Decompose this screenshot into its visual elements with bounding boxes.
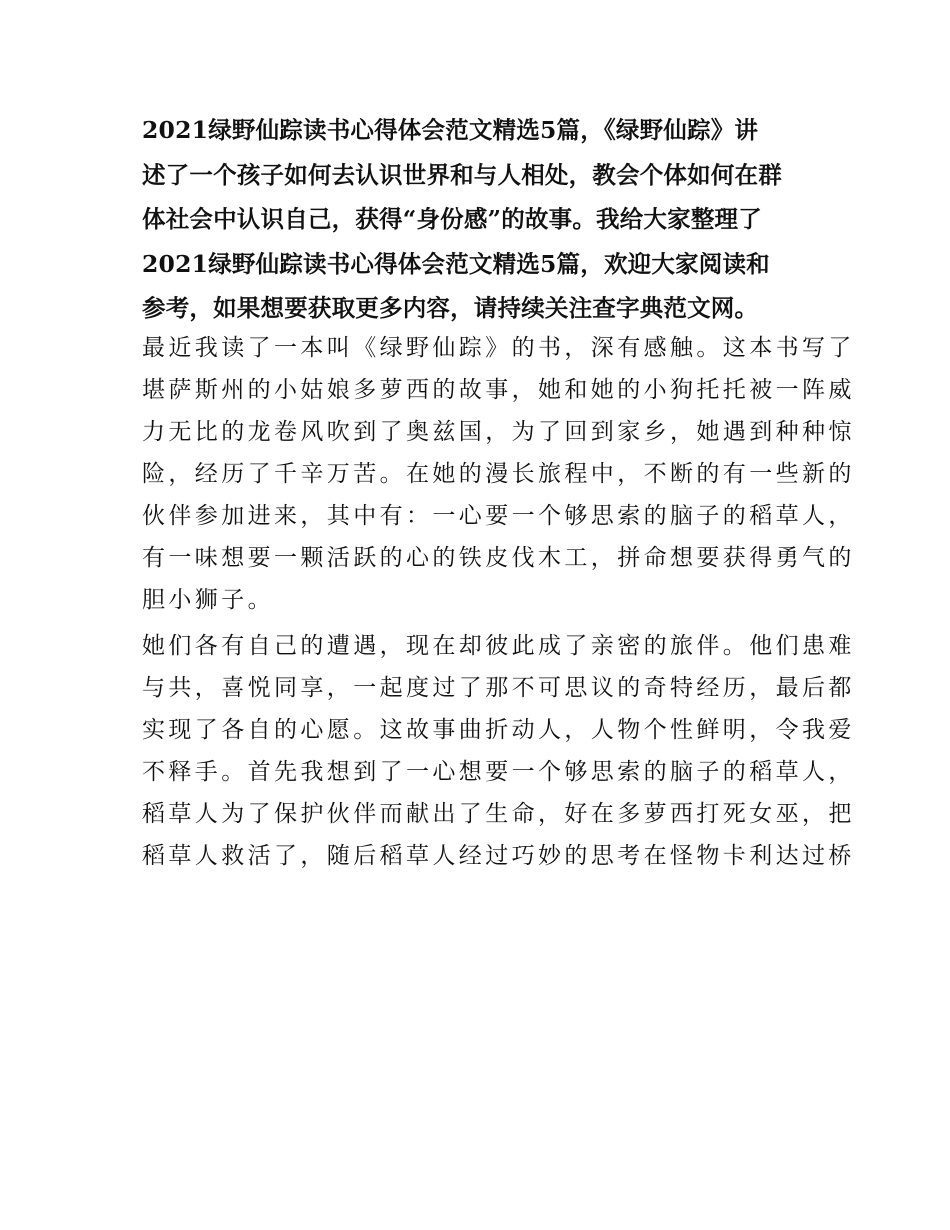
intro-line: 体社会中认识自己，获得“身份感”的故事。我给大家整理了: [142, 205, 762, 234]
intro-line: 参考，如果想要获取更多内容，请持续关注查字典范文网。: [142, 294, 759, 323]
body-line: 堪萨斯州的小姑娘多萝西的故事，她和她的小狗托托被一阵威: [142, 377, 855, 404]
intro-line: 2021绿野仙踪读书心得体会范文精选5篇，《绿野仙踪》讲: [142, 116, 759, 144]
body-paragraph-1: [142, 327, 855, 621]
body-line: 力无比的龙卷风吹到了奥兹国，为了回到家乡，她遇到种种惊: [142, 419, 855, 446]
body-line: 与共，喜悦同享，一起度过了那不可思议的奇特经历，最后都: [142, 675, 855, 702]
body-line: 胆小狮子。: [142, 587, 274, 614]
body-line: 稻草人为了保护伙伴而献出了生命，好在多萝西打死女巫，把: [142, 801, 855, 828]
body-line: 不释手。首先我想到了一心想要一个够思索的脑子的稻草人，: [142, 759, 855, 786]
body-line: 实现了各自的心愿。这故事曲折动人，人物个性鲜明，令我爱: [142, 717, 855, 744]
intro-paragraph: [142, 108, 812, 327]
body-line: 险，经历了千辛万苦。在她的漫长旅程中，不断的有一些新的: [142, 461, 855, 488]
document-page: [142, 108, 855, 877]
body-line: 最近我读了一本叫《绿野仙踪》的书，深有感触。这本书写了: [142, 335, 855, 362]
intro-line: 述了一个孩子如何去认识世界和与人相处，教会个体如何在群: [142, 160, 782, 189]
body-line: 稻草人救活了，随后稻草人经过巧妙的思考在怪物卡利达过桥: [142, 843, 855, 870]
body-line: 她们各有自己的遭遇，现在却彼此成了亲密的旅伴。他们患难: [142, 633, 855, 660]
intro-line: 2021绿野仙踪读书心得体会范文精选5篇，欢迎大家阅读和: [142, 249, 770, 278]
body-line: 伙伴参加进来，其中有：一心要一个够思索的脑子的稻草人，: [142, 503, 855, 530]
body-paragraph-2: [142, 621, 855, 877]
body-line: 有一味想要一颗活跃的心的铁皮伐木工，拼命想要获得勇气的: [142, 545, 855, 572]
